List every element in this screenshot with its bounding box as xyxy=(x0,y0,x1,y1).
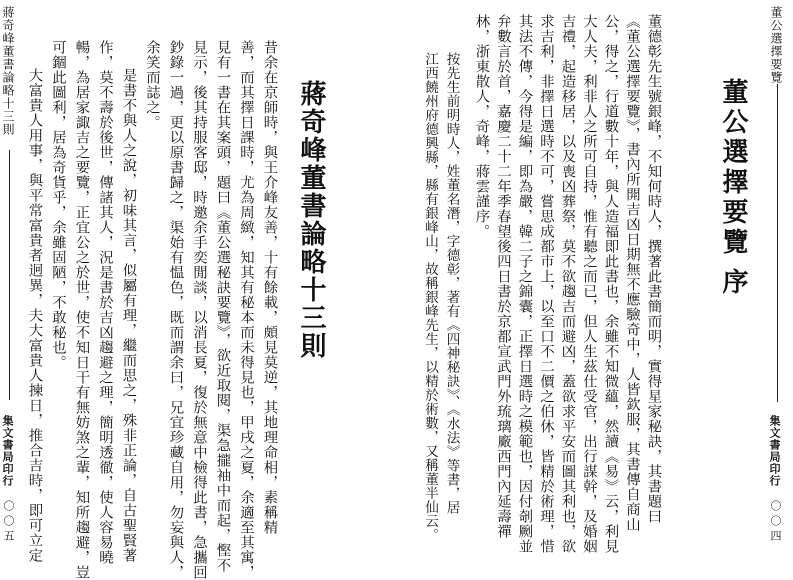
text-column: 鈔錄一過，更以原書歸之，渠始有愠色，既而謂余曰，兄宜珍藏自用，勿妄與人， xyxy=(167,40,184,580)
text-column: 大富貴人用事，與平常富貴者迥異，夫大富貴人揀日，推合吉時，即可立定 xyxy=(26,68,43,563)
page-number: 〇〇五 xyxy=(2,500,15,545)
running-header: 董公選擇要覽 xyxy=(769,6,783,84)
page-number: 〇〇四 xyxy=(769,500,782,545)
text-column: 昔余在京師時，與王介峰友善，十有餘載，頗見莫逆，其地理命相，素稱精 xyxy=(261,40,278,535)
text-column: 弁數言於首，嘉慶二十二年季春望後四日書於京都宣武門外琉璃廠西門內延壽禪 xyxy=(494,14,511,539)
text-column: 可錮此圖利，居為奇貨乎，余雖固陋，不敢秘也。 xyxy=(49,40,66,370)
preface-title: 董公選擇要覽 xyxy=(718,78,748,258)
header-rule xyxy=(777,84,778,402)
text-column: 見有一書在其案頭，題曰《董公選秘訣要覽》，欲近取閱，渠急攏袖中而起，慳不 xyxy=(214,40,231,573)
text-column: 是書不與人之說，初味其言，似屬有理，繼而思之，殊非正論，自古聖賢著 xyxy=(120,68,137,563)
text-column: 大人夫，利非人之所可自持，惟有聽之而已，但人生茲仕受官，出行謀幹，及婚姻 xyxy=(580,14,597,554)
note-column: 按先生前明時人，姓董名潛，字德彰，著有《四神秘訣》、《水法》等書，居 xyxy=(443,52,460,515)
text-column: 公，得之，行道數十年，與人造福即此書也，余雖不知微蘊，然讀《易》云，利見 xyxy=(602,14,619,554)
publisher-footer: 集文書局印行 xyxy=(768,415,781,487)
header-rule xyxy=(9,150,10,400)
note-column: 江西饒州府德興縣，縣有銀峰山，故稱銀峰先生，以精於術數，又稱董半仙云。 xyxy=(422,52,439,542)
text-column: 見示，後其持服客邸，時邀余手奕閒談，以消長夏，復於無意中檢得此書，急攜回 xyxy=(190,40,207,580)
right-page xyxy=(398,0,793,568)
text-column: 求吉利，非擇日選時不可，嘗思成都市上，以至口不二價之伯休，皆精於術理，惜 xyxy=(537,14,554,554)
text-column: 林，浙東散人，奇峰，蔣雲謹序。 xyxy=(473,14,490,239)
running-header: 蔣奇峰董書論略十三則 xyxy=(1,6,15,136)
text-column: 暢，為居家諏吉之要覽，正宜公之於世，使不知日干有無妨煞之輩，知所趨避，豈 xyxy=(73,40,90,580)
text-column: 作，莫不壽於後世，傳諸其人，況是書於吉凶趨避之理，簡明透徹，使人容易曉 xyxy=(96,40,113,565)
text-column: 其法不傳，今得是編，即為嚴，韓二子之錦囊，正擇日選時之模範也，因付剞劂並 xyxy=(516,14,533,554)
publisher-footer: 集文書局印行 xyxy=(1,415,14,487)
text-column: 善，而其擇日課時，尤為周緻，知其有秘本而未得見也，甲戌之夏，余適至其寓， xyxy=(237,40,254,580)
text-column: 董德彰先生號銀峰，不知何時人，撰著此書簡而明，實得星家秘訣，其書題曰 xyxy=(645,14,662,524)
text-column: 《董公選擇要覽》，書內所開吉凶日期無不應驗奇中，人皆欽服，其書傳自商山 xyxy=(623,14,640,532)
treatise-title: 蔣奇峰董書論略十三則 xyxy=(296,80,326,360)
preface-subtitle: 序 xyxy=(718,268,748,294)
text-column: 余笑而誌之。 xyxy=(143,40,160,130)
text-column: 吉禮，起造移居，以及喪凶葬祭，莫不欲趨吉而避凶，蓋欲求平安而圖其利也，欲 xyxy=(559,14,576,554)
